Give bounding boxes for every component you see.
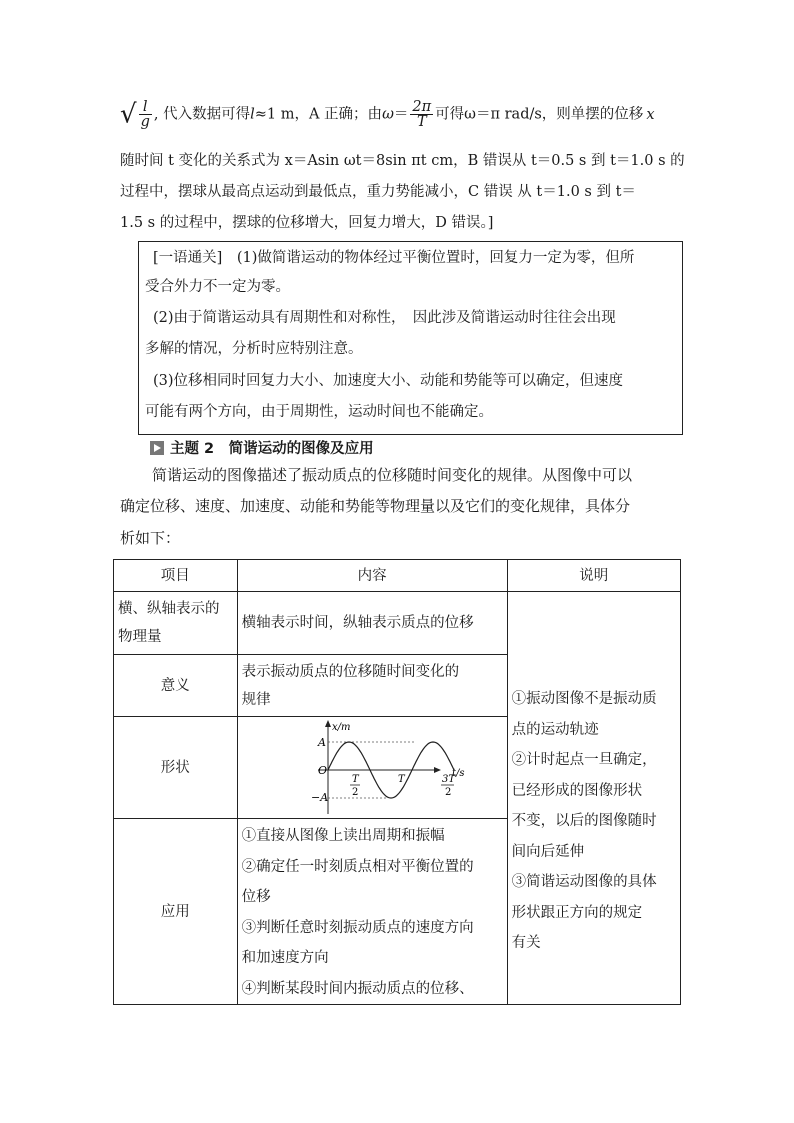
summary-p3b: 可能有两个方向，由于周期性，运动时间也不能确定。 xyxy=(145,404,493,420)
note-line: 已经形成的图像形状 xyxy=(511,782,643,799)
analysis-table xyxy=(113,559,681,1005)
variable-l: l xyxy=(250,106,255,123)
application-line: ①直接从图像上读出周期和振幅 xyxy=(241,828,445,844)
variable-omega: ω xyxy=(382,106,394,123)
frac-denominator: T xyxy=(416,114,427,130)
header-item: 项目 xyxy=(114,560,238,592)
text-segment: ω＝π rad/s，则单摆的位移 xyxy=(464,106,644,123)
y-axis-arrow xyxy=(325,720,331,727)
note-line: ③简谐运动图像的具体 xyxy=(511,874,657,890)
application-line: 位移 xyxy=(241,889,271,905)
variable-x: x xyxy=(646,106,655,123)
row4-item: 应用 xyxy=(114,819,238,1005)
text-segment: , 代入数据可得 xyxy=(153,106,251,123)
row3-item: 形状 xyxy=(114,717,238,819)
row1-item-line: 物理量 xyxy=(118,629,162,645)
application-line: ②确定任一时刻质点相对平衡位置的 xyxy=(241,858,474,875)
header-notes: 说明 xyxy=(507,560,680,592)
summary-p2b: 多解的情况，分析时应特别注意。 xyxy=(145,341,363,357)
note-line: 不变，以后的图像随时 xyxy=(511,813,657,829)
solution-line-3: 过程中，摆球从最高点运动到最低点，重力势能减小，C 错误 从 t＝1.0 s 到 t＝ xyxy=(120,184,636,200)
summary-p1: [一语通关] (1)做简谐运动的物体经过平衡位置时，回复力一定为零，但所 xyxy=(153,250,635,266)
summary-p1b: 受合外力不一定为零。 xyxy=(145,279,290,295)
amplitude-label: A xyxy=(317,735,326,749)
x-axis-arrow xyxy=(434,767,441,773)
topic-heading xyxy=(150,437,374,458)
sqrt-sign: √ xyxy=(120,99,137,130)
note-line: 有关 xyxy=(511,935,541,951)
intro-line-1: 简谐运动的图像描述了振动质点的位移随时间变化的规律。从图像中可以 xyxy=(152,466,633,484)
solution-line-2: 随时间 t 变化的关系式为 x＝Asin ωt＝8sin πt cm，B 错误从 t＝0.5 s 到 t＝1.0 s 的 xyxy=(120,153,685,169)
neg-amplitude-label: −A xyxy=(310,790,328,804)
fraction-2pi-over-T xyxy=(410,100,433,129)
row2-item: 意义 xyxy=(114,655,238,717)
tick-period: T xyxy=(397,773,405,785)
frac-numerator: 2π xyxy=(412,99,432,115)
intro-line-2: 确定位移、速度、加速度、动能和势能等物理量以及它们的变化规律，具体分 xyxy=(120,497,631,515)
frac-numerator: l xyxy=(139,100,152,115)
tick-3half-period-num: 3T xyxy=(441,773,455,785)
row2-content xyxy=(237,655,507,717)
note-line: ①振动图像不是振动质 xyxy=(511,691,657,707)
note-line: 点的运动轨迹 xyxy=(511,721,599,738)
row1-content: 横轴表示时间，纵轴表示质点的位移 xyxy=(237,592,507,655)
application-line: ④判断某段时间内振动质点的位移、 xyxy=(241,980,474,997)
note-line: 形状跟正方向的规定 xyxy=(511,904,643,921)
fraction-l-over-g xyxy=(139,100,152,129)
application-line: ③判断任意时刻振动质点的速度方向 xyxy=(241,919,474,936)
frac-denominator: g xyxy=(140,114,150,130)
row3-graph-cell xyxy=(237,717,507,819)
play-triangle-icon xyxy=(150,441,164,455)
table-row xyxy=(114,592,681,655)
origin-label: O xyxy=(317,763,327,777)
summary-p2: (2)由于简谐运动具有周期性和对称性， 因此涉及简谐运动时往往会出现 xyxy=(153,310,616,326)
text-segment: 可得 xyxy=(435,106,465,123)
row4-content xyxy=(237,819,507,1005)
solution-line-1: √ $\frac{l}{g}$ , 代入数据可得l≈1 m，A 正确；由ω＝ $\frac{2\pi}{T}$ 可得ω＝π rad/s，则单摆的位移 x xyxy=(120,99,655,130)
row2-content-line: 表示振动质点的位移随时间变化的 xyxy=(241,663,460,680)
sine-wave-graph xyxy=(238,718,506,818)
summary-p3: (3)位移相同时回复力大小、加速度大小、动能和势能等可以确定，但速度 xyxy=(153,373,624,389)
intro-line-3: 析如下： xyxy=(120,529,181,547)
note-line: ②计时起点一旦确定， xyxy=(511,752,657,768)
tick-half-period-num: T xyxy=(351,773,359,785)
solution-line-4: 1.5 s 的过程中，摆球的位移增大，回复力增大，D 错误。] xyxy=(120,215,494,231)
application-line: 和加速度方向 xyxy=(241,950,329,966)
header-content: 内容 xyxy=(237,560,507,592)
text-segment: ≈1 m，A 正确；由 xyxy=(254,106,383,123)
row1-item xyxy=(114,592,238,655)
tick-3half-period-den: 2 xyxy=(444,786,451,798)
notes-cell xyxy=(507,592,680,1005)
note-line: 间向后延伸 xyxy=(511,843,585,860)
table-header-row xyxy=(114,560,681,592)
topic-label: 主题 2 简谐运动的图像及应用 xyxy=(170,441,374,457)
row1-item-line: 横、纵轴表示的 xyxy=(118,601,220,617)
summary-box xyxy=(138,241,683,435)
x-axis-label: t/s xyxy=(451,767,465,779)
tick-half-period-den: 2 xyxy=(351,786,358,798)
y-axis-label: x/m xyxy=(331,721,351,733)
row2-content-line: 规律 xyxy=(241,691,271,708)
